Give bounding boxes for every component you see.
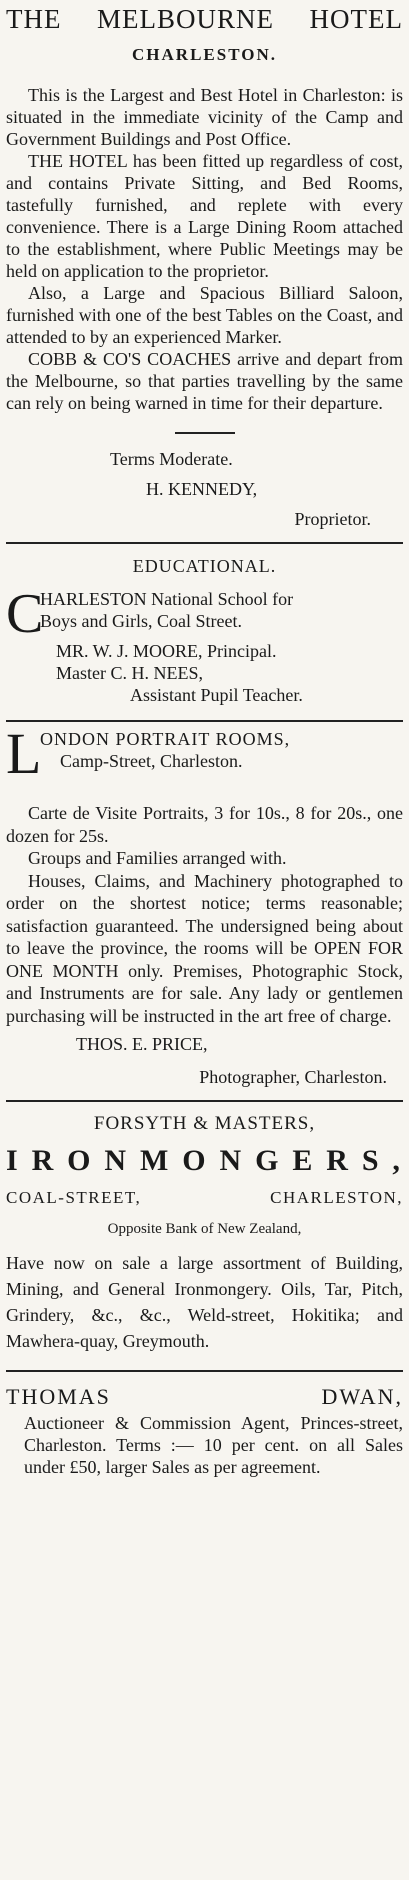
ironmongers-letter: N	[104, 1144, 130, 1177]
portrait-address: Camp-Street, Charleston.	[60, 751, 243, 771]
forsyth-heading: FORSYTH & MASTERS,	[93, 1113, 316, 1134]
ironmongers-letter: E	[292, 1144, 316, 1177]
ironmongers-letter: R	[326, 1144, 351, 1177]
ironmongers-heading	[6, 1140, 403, 1182]
assistant-line: Assistant Pupil Teacher.	[130, 685, 303, 705]
opposite-bank: Opposite Bank of New Zealand,	[107, 1221, 302, 1237]
principal-line: MR. W. J. MOORE, Principal.	[56, 641, 277, 661]
forsyth-body: Have now on sale a large assortment of Building, Mining, and General Ironmongery. Oils, Tar, Pitch, Grindery, &c., &c., Weld-street, Hokitika; and Mawhera-quay, Greymouth.	[6, 1253, 403, 1351]
school-line-1: HARLESTON National School for	[40, 589, 294, 609]
ironmongers-letter: O	[67, 1144, 94, 1177]
portrait-rooms-ad	[6, 722, 403, 1088]
dwan-name	[6, 1382, 403, 1412]
signer-role: Proprietor.	[294, 509, 371, 529]
melbourne-hotel-ad	[6, 0, 403, 534]
hotel-paragraph-4: COBB & CO'S COACHES arrive and depart from the Melbourne, so that parties travelling by the same can rely on being warned in time for their departure.	[6, 349, 403, 413]
portrait-paragraph-3: Houses, Claims, and Machinery photographed to order on the shortest notice; terms reasonable; satisfaction guaranteed. The undersigned being about to leave the province, the rooms will be OPEN FOR ONE MONTH only. Premises, Photographic Stock, and Instruments are for sale. Any lady or gentlemen purchasing will be instructed in the art free of charge.	[6, 870, 403, 1026]
dwan-first: THOMAS	[6, 1384, 111, 1409]
dwan-last: DWAN,	[321, 1384, 403, 1409]
ironmongers-letter: M	[140, 1144, 172, 1177]
ironmongers-letter: N	[219, 1144, 245, 1177]
portrait-title: ONDON PORTRAIT ROOMS,	[40, 729, 291, 749]
title-the: THE	[6, 4, 62, 34]
portrait-paragraph-2: Groups and Families arranged with.	[28, 848, 287, 868]
hotel-title	[6, 2, 403, 42]
portrait-paragraph-1: Carte de Visite Portraits, 3 for 10s., 8 for 20s., one dozen for 25s.	[6, 803, 403, 846]
ironmongers-letter: G	[255, 1144, 282, 1177]
title-hotel: HOTEL	[309, 4, 403, 34]
dropcap-l: L	[6, 721, 42, 786]
dropcap-c: C	[6, 583, 44, 645]
charleston: CHARLESTON,	[270, 1188, 403, 1207]
educational-heading: EDUCATIONAL.	[132, 556, 277, 576]
ironmongers-letter: ,	[392, 1144, 403, 1177]
title-melbourne: MELBOURNE	[97, 4, 274, 34]
thomas-dwan-ad	[6, 1372, 403, 1478]
ironmongers-letter: S	[361, 1144, 382, 1177]
dwan-body: Auctioneer & Commission Agent, Princes-street, Charleston. Terms :— 10 per cent. on all Sales under £50, larger Sales as per agreement.	[24, 1413, 403, 1477]
hotel-subtitle: CHARLESTON.	[132, 45, 277, 64]
photographer-role: Photographer, Charleston.	[199, 1066, 387, 1087]
school-line-2: Boys and Girls, Coal Street.	[40, 611, 242, 631]
hotel-paragraph-1: This is the Largest and Best Hotel in Charleston: is situated in the immediate vicinity of the Camp and Government Buildings and Post Office.	[6, 85, 403, 149]
hotel-paragraph-2: THE HOTEL has been fitted up regardless of cost, and contains Private Sitting, and Bed Rooms, tastefully furnished, and replete with every convenience. There is a Large Dining Room attached to the establishment, where Public Meetings may be held on application to the proprietor.	[6, 151, 403, 281]
master-line: Master C. H. NEES,	[56, 663, 203, 683]
photographer-name: THOS. E. PRICE,	[76, 1034, 208, 1054]
terms-line: Terms Moderate.	[110, 449, 233, 469]
address-line	[6, 1182, 403, 1214]
coal-street: COAL-STREET,	[6, 1188, 142, 1207]
ironmongers-letter: R	[31, 1144, 57, 1177]
ironmongers-letter: O	[182, 1144, 209, 1177]
hotel-paragraph-3: Also, a Large and Spacious Billiard Saloon, furnished with one of the best Tables on the Coast, and attended to by an experienced Marker.	[6, 283, 403, 347]
forsyth-masters-ad	[6, 1102, 403, 1354]
signer-name: H. KENNEDY,	[146, 479, 258, 499]
educational-ad	[6, 544, 403, 706]
ironmongers-letter: I	[6, 1144, 21, 1177]
